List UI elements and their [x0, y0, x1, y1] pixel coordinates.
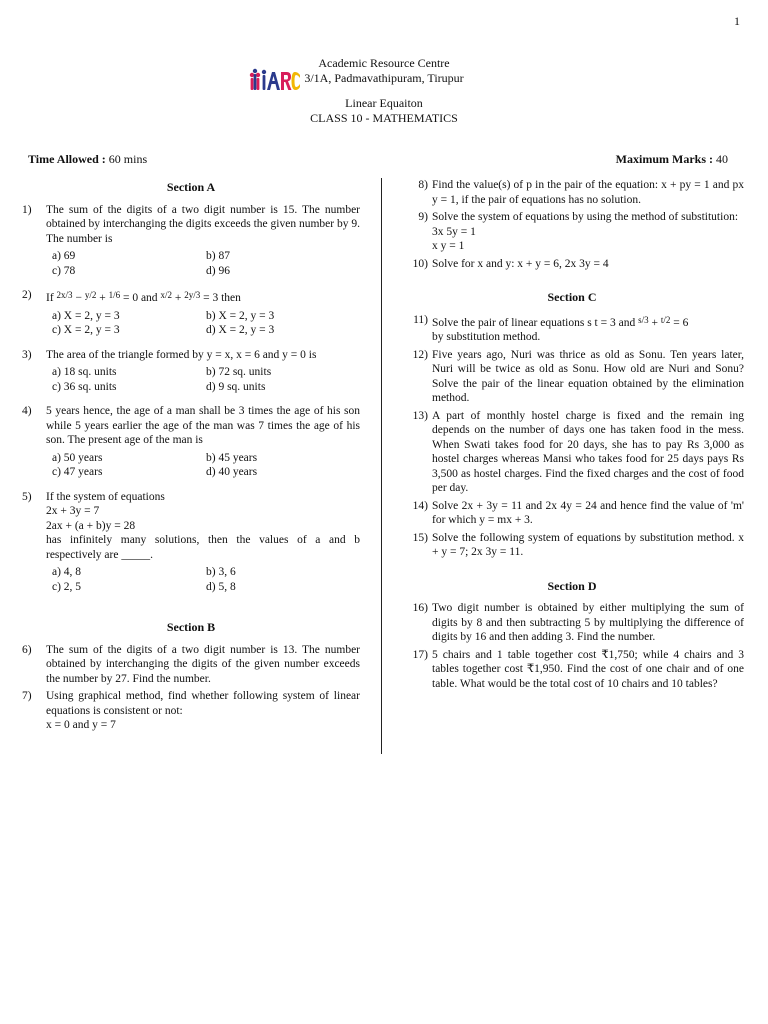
question-text: Solve the pair of linear equations s t = 3 and $^{s/3}$ + $^{t/2}$ = 6 by substitution method.: [432, 314, 689, 343]
option: d) X = 2, y = 3: [206, 324, 275, 336]
question-text: Solve for x and y: x + y = 6, 2x 3y = 4: [432, 257, 609, 270]
text-part: has infinitely many solutions, then the values of a and b respectively are _____.: [46, 534, 360, 561]
option: b) X = 2, y = 3: [206, 309, 275, 322]
question-1: [22, 203, 360, 247]
question-number: 6): [22, 643, 32, 656]
section-d-title: Section D: [547, 578, 597, 593]
text-part: Using graphical method, find whether following system of linear equations is consistent or not:: [46, 690, 360, 717]
section-b-title: Section B: [166, 620, 216, 634]
question-text: A part of monthly hostel charge is fixed and the remain ing depends on the number of days one has taken food in the mess. When Swati takes food for 20 days, she has to pay Rs 3,000 as hostel charges whereas Mansi who takes food for 25 days pays Rs 3,500 as hostel charges. Find the fixed charges and the cost of food per day.: [432, 409, 744, 494]
question-2: [22, 288, 360, 306]
page-number: 1: [734, 14, 740, 28]
option: d) 9 sq. units: [206, 380, 266, 393]
class-title: CLASS 10 - MATHEMATICS: [310, 111, 458, 125]
fraction: 2y/3: [184, 290, 201, 300]
question-number: 5): [22, 490, 32, 503]
right-column: [400, 178, 744, 694]
option: c) 2, 5: [52, 580, 82, 593]
question-9: [400, 210, 744, 254]
option: d) 5, 8: [206, 580, 236, 593]
question-number: 1): [22, 203, 32, 216]
question-11: [400, 313, 744, 345]
fraction: 1/6: [108, 290, 121, 300]
fraction: 2x/3: [56, 290, 73, 300]
question-number: 16): [412, 602, 428, 614]
option: c) X = 2, y = 3: [52, 324, 120, 336]
question-12: [400, 348, 744, 406]
option: a) 69: [52, 250, 76, 262]
question-number: 14): [412, 499, 428, 512]
options-4: [22, 451, 360, 480]
max-marks: [616, 152, 728, 167]
text-part: = 6: [670, 316, 689, 329]
option: d) 40 years: [206, 466, 258, 478]
question-text: Two digit number is obtained by either multiplying the sum of digits by 8 and then subtracting 5 by multiplying the difference of digits by 16 and then adding 3. Find the number.: [432, 602, 744, 643]
question-17: [400, 648, 744, 692]
text-part: If the system of equations: [46, 490, 165, 503]
question-number: 8): [418, 179, 428, 191]
fraction: y/2: [84, 290, 97, 300]
topic-title: Linear Equaiton: [345, 96, 423, 110]
document-header: [0, 56, 768, 126]
question-text: Find the value(s) of p in the pair of the equation: x + py = 1 and px y = 1, if the pair of equations has no solution.: [432, 179, 744, 206]
option: b) 45 years: [206, 451, 258, 464]
question-5: [22, 490, 360, 563]
options-5: [22, 565, 360, 594]
question-15: [400, 531, 744, 560]
time-allowed-value: 60 mins: [108, 152, 148, 166]
fraction: s/3: [638, 314, 649, 325]
option: d) 96: [206, 264, 230, 277]
question-text: The sum of the digits of a two digit number is 13. The number obtained by interchanging the digits of the given number exceeds the number by 27. Find the number.: [46, 643, 360, 685]
options-2: [22, 309, 360, 338]
question-text: The sum of the digits of a two digit number is 15. The number obtained by interchanging the digits exceeds the given number by 9. The number is: [46, 203, 360, 245]
question-text: [432, 210, 744, 254]
text-part: = 3 then: [200, 292, 241, 304]
equation: 2x + 3y = 7: [46, 505, 100, 517]
question-14: [400, 499, 744, 528]
left-column: [22, 178, 360, 736]
org-address: 3/1A, Padmavathipuram, Tirupur: [304, 71, 464, 85]
option: b) 87: [206, 250, 230, 262]
question-text: Solve 2x + 3y = 11 and 2x 4y = 24 and hence find the value of 'm' for which y = mx + 3.: [432, 499, 744, 526]
question-text: [46, 689, 360, 733]
options-3: [22, 365, 360, 394]
time-allowed-label: Time Allowed :: [28, 152, 106, 166]
question-number: 11): [413, 313, 428, 326]
option: c) 36 sq. units: [52, 380, 117, 393]
question-3: [22, 348, 360, 363]
question-13: [400, 409, 744, 496]
question-number: 12): [412, 348, 428, 361]
question-8: [400, 178, 744, 207]
question-16: [400, 601, 744, 645]
option: a) 4, 8: [52, 566, 82, 578]
question-text: Five years ago, Nuri was thrice as old as Sonu. Ten years later, Nuri will be twice as old as Sonu. How old are Nuri and Sonu? Solve the pair of the linear equation obtained by the elimination method.: [432, 348, 744, 404]
text-part: Solve the pair of linear equations s t = 3 and: [432, 316, 636, 329]
option: b) 3, 6: [206, 566, 236, 578]
org-name: Academic Resource Centre: [318, 56, 450, 70]
section-c-title: Section C: [547, 290, 597, 304]
text-part: by substitution method.: [432, 331, 541, 343]
option: a) 18 sq. units: [52, 366, 117, 378]
text-part: = 0 and: [120, 292, 161, 304]
question-text: Solve the following system of equations by substitution method. x + y = 7; 2x 3y = 11.: [432, 531, 744, 558]
equation: x y = 1: [432, 240, 465, 252]
question-10: [400, 257, 744, 272]
question-number: 10): [412, 257, 428, 270]
fraction: x/2: [160, 290, 172, 300]
section-a-title: Section A: [166, 180, 216, 194]
question-7: [22, 689, 360, 733]
text-part: Solve the system of equations by using the method of substitution:: [432, 211, 739, 223]
equation: 2ax + (a + b)y = 28: [46, 519, 136, 532]
question-number: 9): [418, 211, 428, 223]
question-number: 2): [22, 289, 32, 301]
question-4: [22, 404, 360, 448]
column-divider: [381, 178, 382, 754]
option: a) X = 2, y = 3: [52, 309, 120, 322]
options-1: [22, 249, 360, 278]
option: c) 78: [52, 264, 76, 277]
fraction: t/2: [660, 314, 671, 325]
question-text: [46, 490, 360, 563]
option: c) 47 years: [52, 466, 103, 478]
time-allowed: [28, 152, 147, 167]
question-text: If $^{2x/3}$ − $^{y/2}$ + $^{1/6}$ = 0 and $^{x/2}$ + $^{2y/3}$ = 3 then: [46, 290, 241, 304]
question-number: 17): [412, 648, 428, 661]
question-text: 5 chairs and 1 table together cost ₹1,750; while 4 chairs and 3 tables together cost ₹1,950. Find the cost of one chair and of one table. What would be the total cost of 10 chairs and 10 tables?: [432, 648, 744, 690]
max-marks-label: Maximum Marks :: [615, 152, 713, 166]
max-marks-value: 40: [716, 152, 728, 166]
question-number: 3): [22, 348, 32, 361]
question-text: The area of the triangle formed by y = x, x = 6 and y = 0 is: [46, 348, 317, 361]
option: a) 50 years: [52, 451, 103, 464]
question-number: 15): [412, 531, 428, 544]
question-number: 13): [412, 409, 428, 422]
question-6: [22, 643, 360, 687]
text-part: If: [46, 292, 54, 304]
question-number: 4): [22, 405, 32, 417]
question-number: 7): [22, 690, 32, 702]
equation: x = 0 and y = 7: [46, 719, 116, 731]
equation: 3x 5y = 1: [432, 225, 476, 238]
question-text: 5 years hence, the age of a man shall be 3 times the age of his son while 5 years earlier the age of the man was 7 times the age of his son. The present age of the man is: [46, 405, 360, 446]
option: b) 72 sq. units: [206, 366, 272, 378]
